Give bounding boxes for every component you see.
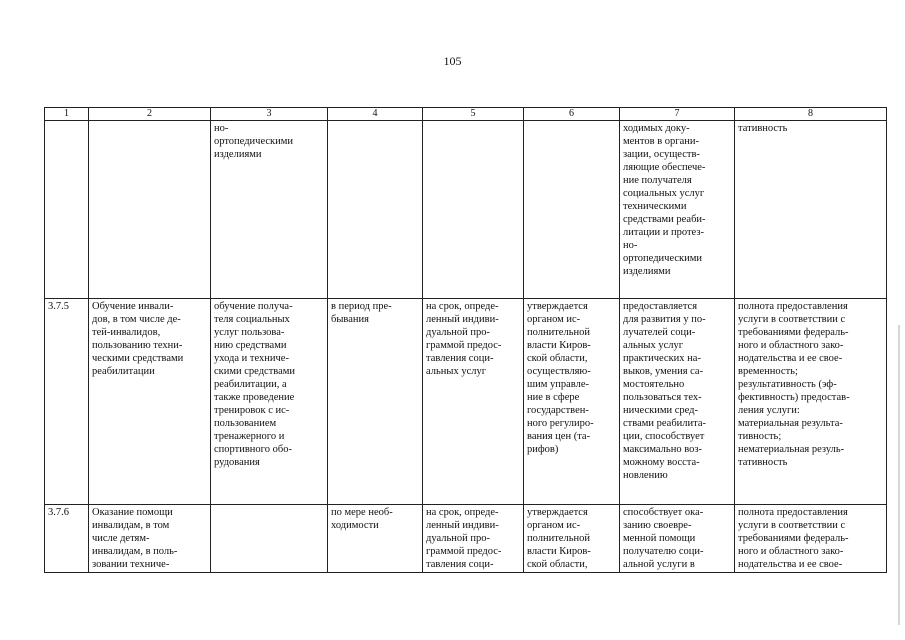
table-cell <box>620 299 735 505</box>
scan-shadow <box>898 325 900 625</box>
page-number: 105 <box>443 54 462 68</box>
table-row <box>45 121 887 299</box>
row-number: 3.7.5 <box>48 301 69 312</box>
table-row <box>45 299 887 505</box>
cell-text: по мере необ- ходимости <box>331 507 393 531</box>
cell-text: обучение получа- теля социальных услуг пользова- нию средствами ухода и техниче- скими средствами реабилитации, а также проведение тренировок с ис- пользованием тренажерного и спортивного обо- рудования <box>214 301 296 468</box>
cell-text: в период пре- бывания <box>331 301 392 325</box>
table-row <box>45 505 887 573</box>
column-number: 3 <box>211 108 328 121</box>
cell-text: на срок, опреде- ленный индиви- дуальной про- граммой предос- тавления соци- альных услуг <box>426 301 502 377</box>
cell-text: утверждается органом ис- полнительной власти Киров- ской области, <box>527 507 591 570</box>
table-cell <box>735 299 887 505</box>
service-name: Обучение инвали- дов, в том числе де- тей-инвалидов, пользованию техни- ческими средствами реабилитации <box>92 301 184 377</box>
cell-text: на срок, опреде- ленный индиви- дуальной про- граммой предос- тавления соци- <box>426 507 502 570</box>
column-number: 1 <box>45 108 89 121</box>
table-cell <box>45 299 89 505</box>
table-cell <box>89 121 211 299</box>
table-cell <box>89 299 211 505</box>
cell-text: но- ортопедическими изделиями <box>214 123 294 160</box>
table-cell <box>45 121 89 299</box>
cell-text: способствует ока- занию своевре- менной помощи получателю соци- альной услуги в <box>623 507 704 570</box>
column-number-row <box>45 108 887 121</box>
cell-text: полнота предоставления услуги в соответствии с требованиями федераль- ного и областного зако- нодательства и ее свое- <box>738 507 849 570</box>
table-cell <box>735 121 887 299</box>
table-cell <box>423 121 524 299</box>
row-number: 3.7.6 <box>48 507 69 518</box>
column-number: 8 <box>735 108 887 121</box>
table-cell <box>328 299 423 505</box>
table-cell <box>328 121 423 299</box>
table-cell <box>211 121 328 299</box>
cell-text: утверждается органом ис- полнительной власти Киров- ской области, осуществляю- шим управле- ние в сфере государствен- ного регулиро- вания цен (та- рифов) <box>527 301 594 455</box>
table-cell <box>211 505 328 573</box>
table-cell <box>524 121 620 299</box>
service-name: Оказание помощи инвалидам, в том числе детям- инвалидам, в поль- зовании техниче- <box>92 507 178 570</box>
table-cell <box>45 505 89 573</box>
table-cell <box>524 299 620 505</box>
column-number: 7 <box>620 108 735 121</box>
cell-text: ходимых доку- ментов в органи- зации, осуществ- ляющие обеспече- ние получателя социальных услуг техническими средствами реаби- литации и протез- но- ортопедическими изделиями <box>623 123 706 277</box>
table-cell <box>620 505 735 573</box>
cell-text: тативность <box>738 123 788 134</box>
column-number: 6 <box>524 108 620 121</box>
table-cell <box>735 505 887 573</box>
table-cell <box>423 505 524 573</box>
table-cell <box>423 299 524 505</box>
table-cell <box>89 505 211 573</box>
table-cell <box>328 505 423 573</box>
table-cell <box>620 121 735 299</box>
column-number: 2 <box>89 108 211 121</box>
cell-text: полнота предоставления услуги в соответствии с требованиями федераль- ного и областного зако- нодательства и ее свое- временность; результативность (эф- фективность) предостав- ления услуги: материальная результа- тивность; нематериальная резуль- тативность <box>738 301 850 468</box>
cell-text: предоставляется для развития у по- лучателей соци- альных услуг практических на- выков, умения са- мостоятельно пользоваться тех- ническими сред- ствами реабилита- ции, способствует максимально воз- можному восста- новлению <box>623 301 707 481</box>
column-number: 5 <box>423 108 524 121</box>
table-cell <box>524 505 620 573</box>
table-cell <box>211 299 328 505</box>
column-number: 4 <box>328 108 423 121</box>
services-table <box>44 107 887 573</box>
